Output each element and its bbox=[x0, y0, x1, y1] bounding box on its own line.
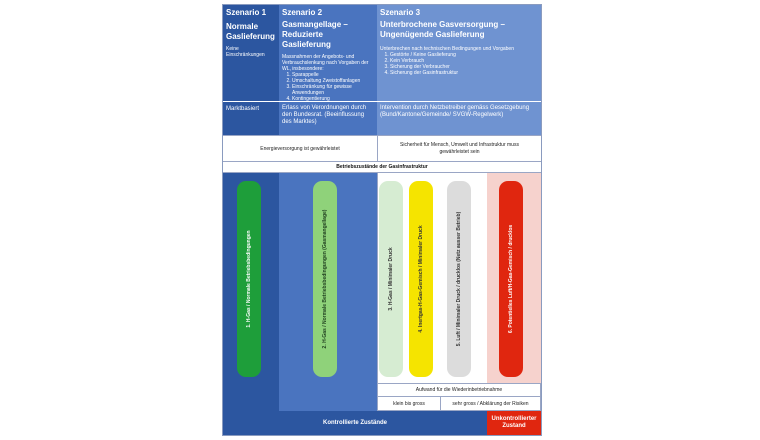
recommission-left-text: klein bis gross bbox=[393, 400, 425, 407]
list-item: 3. Einschränkung für gewisse Anwendungen bbox=[292, 84, 374, 96]
scenario-2-title: Gasmangellage – Reduzierte Gaslieferung bbox=[282, 20, 348, 49]
pill-state-3 bbox=[379, 181, 403, 377]
list-item: 2. Umschaltung Zweistoffanlagen bbox=[292, 78, 374, 84]
diagram-frame bbox=[222, 4, 542, 436]
pill-state-1-label: 1. H-Gas / Normale Betriebsbedingungen bbox=[246, 230, 252, 328]
scenario-2-number: Szenario 2 bbox=[282, 8, 323, 17]
recommission-left bbox=[377, 397, 441, 411]
scenario-2-list bbox=[282, 72, 374, 101]
infra-header-text: Betriebszustände der Gasinfrastruktur bbox=[336, 164, 428, 170]
row3-left-text: Energieversorgung ist gewährleistet bbox=[260, 145, 340, 152]
row2-s3 bbox=[377, 101, 541, 135]
recommission-title bbox=[377, 383, 541, 397]
pill-state-5 bbox=[447, 181, 471, 377]
list-item: 4. Sicherung der Gasinfrastruktur bbox=[390, 70, 538, 76]
recommission-title-text: Aufwand für die Wiederinbetriebnahme bbox=[415, 387, 503, 393]
list-item: 2. Kein Verbrauch bbox=[390, 58, 538, 64]
row3-left bbox=[223, 135, 377, 161]
scenario-2-desc: Massnahmen der Angebots- und Verbrauchslenkung nach Vorgaben der WL, insbesondere: bbox=[282, 54, 369, 72]
scenario-2-header bbox=[279, 5, 377, 101]
pill-state-5-label: 5. Luft / Minimaler Druck / drucklos (Netz ausser Betrieb) bbox=[456, 211, 462, 347]
pill-state-6-label: 6. Potentielles Luft/H-Gas-Gemisch / drucklos bbox=[508, 224, 514, 334]
scenario-1-title: Normale Gaslieferung bbox=[226, 22, 275, 41]
list-item: 3. Sicherung der Verbraucher bbox=[390, 64, 538, 70]
scenario-3-list bbox=[380, 52, 538, 76]
row3-right-text: Sicherheit für Mensch, Umwelt und Infrastruktur muss gewährleistet sein bbox=[400, 141, 519, 155]
list-item: 4. Kontingentierung bbox=[292, 96, 374, 101]
row2-s2 bbox=[279, 101, 377, 135]
scenario-3-desc: Unterbrechen nach technischen Bedingungen und Vorgaben bbox=[380, 46, 514, 52]
row2-s2-text: Erlass von Verordnungen durch den Bundesrat. (Beeinflussung des Marktes) bbox=[282, 105, 367, 125]
pill-state-2 bbox=[313, 181, 337, 377]
pill-state-2-label: 2. H-Gas / Normale Betriebsbedingungen (Gasmangellage) bbox=[322, 209, 328, 349]
list-item: 1. Sparappelle bbox=[292, 72, 374, 78]
row2-s1 bbox=[223, 101, 279, 135]
pill-state-1 bbox=[237, 181, 261, 377]
pill-state-4-label: 4. Inertgas-H-Gas-Gemisch / Minimaler Druck bbox=[418, 225, 424, 333]
row2-s3-text: Intervention durch Netzbetreiber gemäss Gesetzgebung (Bund/Kantone/Gemeinde/ SVGW-Regelwerk) bbox=[380, 105, 530, 118]
footer-uncontrolled-text: Unkontrollierter Zustand bbox=[491, 416, 537, 429]
footer-controlled bbox=[223, 411, 487, 435]
infra-header bbox=[223, 161, 541, 173]
scenario-3-number: Szenario 3 bbox=[380, 8, 421, 17]
list-item: 1. Gestörte / Keine Gaslieferung bbox=[390, 52, 538, 58]
footer-uncontrolled bbox=[487, 411, 541, 435]
recommission-right bbox=[441, 397, 541, 411]
scenario-1-desc: Keine Einschränkungen bbox=[226, 46, 265, 58]
scenario-1-header bbox=[223, 5, 279, 101]
scenario-3-header bbox=[377, 5, 541, 101]
row3-right bbox=[377, 135, 541, 161]
recommission-right-text: sehr gross / Abklärung der Risiken bbox=[452, 400, 529, 407]
scenario-1-number: Szenario 1 bbox=[226, 8, 267, 17]
scenario-3-title: Unterbrochene Gasversorgung – Ungenügende Gaslieferung bbox=[380, 20, 505, 39]
pill-state-4 bbox=[409, 181, 433, 377]
row2-s1-text: Marktbasiert bbox=[226, 106, 260, 112]
pill-state-3-label: 3. H-Gas / Minimaler Druck bbox=[388, 247, 394, 311]
pill-state-6 bbox=[499, 181, 523, 377]
footer-controlled-text: Kontrollierte Zustände bbox=[322, 420, 387, 426]
